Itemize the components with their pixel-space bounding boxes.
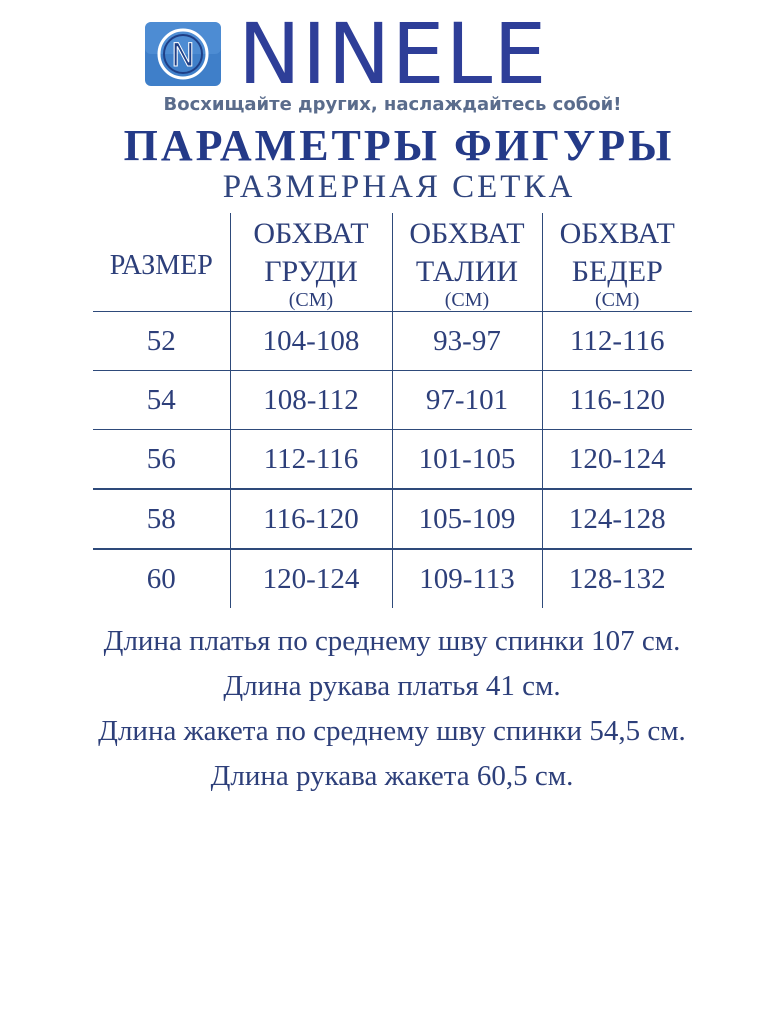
header-bust-unit: (СМ) [288,289,334,311]
table-row [93,489,692,549]
table-row [93,549,692,608]
cell-size: 60 [146,562,176,595]
cell-size: 54 [93,371,230,430]
page-title: ПАРАМЕТРЫ ФИГУРЫ [123,121,675,170]
table-row [93,371,692,430]
garment-notes [84,624,700,804]
cell-bust: 112-116 [230,430,392,490]
note-jacket-length: Длина жакета по среднему шву спинки 54,5 см. [98,715,686,747]
cell-waist: 101-105 [392,430,542,490]
cell-waist: 93-97 [392,312,542,371]
cell-size: 58 [93,489,230,549]
cell-bust: 116-120 [230,489,392,549]
table-header-row [93,213,692,312]
cell-waist: 109-113 [392,549,542,608]
header-hips-line2: БЕДЕР [571,255,663,288]
cell-waist: 97-101 [392,371,542,430]
page-subtitle: РАЗМЕРНАЯ СЕТКА [222,169,576,205]
brand-name: NINELE [238,5,548,103]
header-waist-line1: ОБХВАТ [409,217,525,250]
logo-letter: N [171,36,195,74]
cell-hips: 128-132 [542,549,692,608]
cell-hips: 124-128 [542,489,692,549]
cell-bust: 104-108 [230,312,392,371]
header-hips [542,213,692,312]
cell-waist: 105-109 [392,489,542,549]
note-jacket-sleeve: Длина рукава жакета 60,5 см. [210,760,574,792]
brand-tagline: Восхищайте других, наслаждайтесь собой! [163,94,622,115]
header-size [93,213,230,312]
header-size-label: РАЗМЕР [109,250,213,281]
cell-hips: 116-120 [542,371,692,430]
cell-size: 52 [93,312,230,371]
header-bust [230,213,392,312]
header-waist [392,213,542,312]
cell-size: 56 [93,430,230,490]
cell-bust: 108-112 [230,371,392,430]
header-bust-line1: ОБХВАТ [253,217,369,250]
header-bust-line2: ГРУДИ [264,255,358,288]
ninele-logo-icon [145,22,221,86]
header-waist-line2: ТАЛИИ [415,255,519,288]
brand-header [0,5,768,103]
table-row [93,312,692,371]
note-dress-length: Длина платья по среднему шву спинки 107 см. [103,625,681,657]
table-row [93,430,692,490]
cell-hips: 120-124 [542,430,692,490]
cell-bust: 120-124 [230,549,392,608]
note-dress-sleeve: Длина рукава платья 41 см. [223,670,561,702]
header-hips-line1: ОБХВАТ [559,217,675,250]
header-hips-unit: (СМ) [595,289,640,311]
header-waist-unit: (СМ) [444,289,490,311]
size-chart-table [93,213,692,608]
cell-hips: 112-116 [542,312,692,371]
